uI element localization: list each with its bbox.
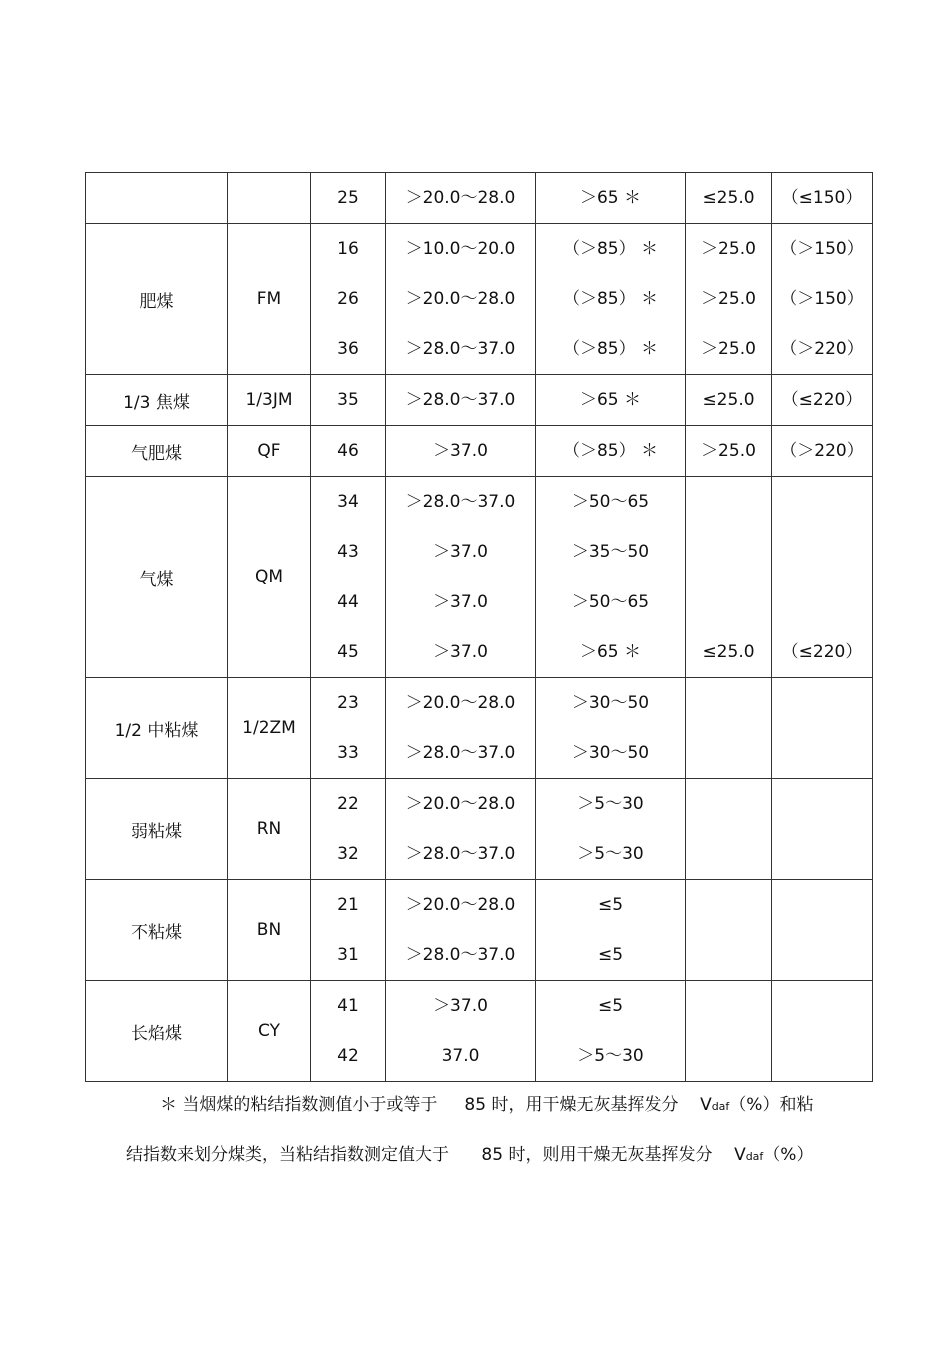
value-g: ＞30～50 [571, 693, 650, 713]
value-b: （＞150） [780, 239, 864, 259]
table-row [86, 173, 873, 224]
coal-number-cell [311, 779, 386, 880]
value-num: 16 [337, 239, 359, 259]
value-g: （＞85） ＊ [562, 289, 659, 309]
value-y [686, 477, 771, 527]
value-y [686, 930, 771, 980]
value-b [772, 930, 872, 980]
coal-number-cell [311, 224, 386, 375]
value-y: ＞25.0 [701, 239, 756, 259]
dilatation-cell [772, 678, 873, 779]
table-row [86, 678, 873, 779]
dilatation-cell [772, 426, 873, 477]
plastic-layer-cell [686, 224, 772, 375]
value-b: （≤220） [781, 642, 863, 662]
table-row [86, 375, 873, 426]
caking-index-cell [536, 880, 686, 981]
value-y: ≤25.0 [702, 390, 755, 410]
dilatation-cell [772, 224, 873, 375]
coal-name-cell [86, 678, 228, 779]
volatile-matter-cell [386, 224, 536, 375]
dilatation-cell [772, 173, 873, 224]
plastic-layer-cell [686, 375, 772, 426]
value-g: （＞85） ＊ [562, 239, 659, 259]
value-vdaf: ＞20.0～28.0 [405, 289, 516, 309]
dilatation-cell [772, 779, 873, 880]
caking-index-cell [536, 477, 686, 678]
coal-code: QF [257, 441, 281, 461]
coal-code: FM [256, 289, 282, 309]
value-num: 41 [337, 996, 359, 1016]
coal-name-cell [86, 477, 228, 678]
coal-code: CY [258, 1021, 280, 1041]
value-y [686, 728, 771, 778]
caking-index-cell [536, 224, 686, 375]
value-num: 35 [337, 390, 359, 410]
value-vdaf: ＞28.0～37.0 [405, 844, 516, 864]
value-y [686, 981, 771, 1031]
plastic-layer-cell [686, 477, 772, 678]
value-b [772, 981, 872, 1031]
value-vdaf: ＞37.0 [433, 642, 488, 662]
caking-index-cell [536, 375, 686, 426]
dilatation-cell [772, 981, 873, 1082]
coal-code-cell [228, 477, 311, 678]
coal-classification-table [85, 172, 873, 1082]
coal-code-cell [228, 678, 311, 779]
value-g: ≤5 [597, 895, 624, 915]
coal-code-cell [228, 880, 311, 981]
value-b [772, 829, 872, 879]
value-num: 25 [337, 188, 359, 208]
value-num: 43 [337, 542, 359, 562]
value-y [686, 779, 771, 829]
coal-name: 弱粘煤 [131, 821, 182, 842]
coal-code: 1/2ZM [242, 718, 296, 738]
coal-name: 1/3 焦煤 [123, 392, 190, 413]
volatile-matter-cell [386, 678, 536, 779]
coal-code-cell [228, 779, 311, 880]
coal-number-cell [311, 173, 386, 224]
volatile-matter-cell [386, 880, 536, 981]
value-vdaf: ＞37.0 [433, 996, 488, 1016]
plastic-layer-cell [686, 678, 772, 779]
value-num: 45 [337, 642, 359, 662]
plastic-layer-cell [686, 173, 772, 224]
coal-name-cell [86, 375, 228, 426]
value-vdaf: ＞20.0～28.0 [405, 895, 516, 915]
dilatation-cell [772, 375, 873, 426]
coal-code-cell [228, 426, 311, 477]
coal-number-cell [311, 880, 386, 981]
coal-number-cell [311, 678, 386, 779]
coal-name: 气煤 [139, 569, 174, 590]
value-num: 42 [337, 1046, 359, 1066]
value-b [772, 477, 872, 527]
value-b: （≤150） [781, 188, 863, 208]
coal-number-cell [311, 477, 386, 678]
value-b [772, 527, 872, 577]
value-vdaf: ＞28.0～37.0 [405, 743, 516, 763]
value-num: 21 [337, 895, 359, 915]
plastic-layer-cell [686, 981, 772, 1082]
volatile-matter-cell [386, 981, 536, 1082]
value-g: （＞85） ＊ [562, 441, 659, 461]
value-y [686, 829, 771, 879]
caking-index-cell [536, 678, 686, 779]
caking-index-cell [536, 779, 686, 880]
value-vdaf: ＞20.0～28.0 [405, 188, 516, 208]
value-vdaf: ＞37.0 [433, 441, 488, 461]
value-vdaf: ＞28.0～37.0 [405, 492, 516, 512]
value-g: ＞35～50 [571, 542, 650, 562]
coal-number-cell [311, 426, 386, 477]
table-row [86, 880, 873, 981]
value-b: （＞220） [780, 339, 864, 359]
plastic-layer-cell [686, 426, 772, 477]
volatile-matter-cell [386, 375, 536, 426]
value-vdaf: 37.0 [441, 1046, 480, 1066]
value-y [686, 678, 771, 728]
plastic-layer-cell [686, 880, 772, 981]
value-y: ≤25.0 [702, 642, 755, 662]
value-vdaf: ＞20.0～28.0 [405, 794, 516, 814]
value-y: ≤25.0 [702, 188, 755, 208]
value-g: ＞5～30 [577, 1046, 644, 1066]
value-b [772, 577, 872, 627]
value-num: 32 [337, 844, 359, 864]
value-num: 33 [337, 743, 359, 763]
value-vdaf: ＞20.0～28.0 [405, 693, 516, 713]
value-g: ＞30～50 [571, 743, 650, 763]
coal-name: 肥煤 [139, 291, 174, 312]
coal-name-cell [86, 981, 228, 1082]
value-g: ＞65 ＊ [579, 642, 642, 662]
value-num: 44 [337, 592, 359, 612]
value-y [686, 880, 771, 930]
value-y [686, 1031, 771, 1081]
value-num: 31 [337, 945, 359, 965]
coal-number-cell [311, 375, 386, 426]
value-b: （≤220） [781, 390, 863, 410]
value-g: ≤5 [597, 996, 624, 1016]
value-num: 34 [337, 492, 359, 512]
value-g: ＞65 ＊ [579, 188, 642, 208]
value-b [772, 728, 872, 778]
value-b [772, 1031, 872, 1081]
coal-name-cell [86, 779, 228, 880]
value-b [772, 880, 872, 930]
value-b [772, 779, 872, 829]
table-row [86, 981, 873, 1082]
coal-name: 1/2 中粘煤 [114, 720, 199, 741]
value-num: 22 [337, 794, 359, 814]
coal-code-cell [228, 173, 311, 224]
value-vdaf: ＞28.0～37.0 [405, 339, 516, 359]
value-vdaf: ＞28.0～37.0 [405, 390, 516, 410]
value-y: ＞25.0 [701, 289, 756, 309]
table-row [86, 779, 873, 880]
value-g: ＞65 ＊ [579, 390, 642, 410]
coal-code: 1/3JM [245, 390, 293, 410]
value-g: ＞50～65 [571, 492, 650, 512]
value-g: ≤5 [597, 945, 624, 965]
volatile-matter-cell [386, 173, 536, 224]
volatile-matter-cell [386, 477, 536, 678]
table-row [86, 477, 873, 678]
value-num: 26 [337, 289, 359, 309]
coal-name: 不粘煤 [131, 922, 182, 943]
dilatation-cell [772, 477, 873, 678]
value-y [686, 527, 771, 577]
value-g: （＞85） ＊ [562, 339, 659, 359]
coal-name-cell [86, 426, 228, 477]
value-b: （＞220） [780, 441, 864, 461]
footnote-line-2: 结指数来划分煤类，当粘结指数测定值大于 85 时，则用干燥无灰基挥发分 Vdaf（%） [126, 1145, 814, 1165]
plastic-layer-cell [686, 779, 772, 880]
value-g: ＞50～65 [571, 592, 650, 612]
footnote-line-1: ＊ 当烟煤的粘结指数测值小于或等于 85 时，用干燥无灰基挥发分 Vdaf（%）和粘 [160, 1095, 814, 1115]
caking-index-cell [536, 173, 686, 224]
value-y: ＞25.0 [701, 339, 756, 359]
coal-number-cell [311, 981, 386, 1082]
value-vdaf: ＞10.0～20.0 [405, 239, 516, 259]
coal-code: QM [254, 567, 284, 587]
value-y: ＞25.0 [701, 441, 756, 461]
coal-name-cell [86, 224, 228, 375]
value-b [772, 678, 872, 728]
caking-index-cell [536, 426, 686, 477]
table-row [86, 426, 873, 477]
dilatation-cell [772, 880, 873, 981]
value-vdaf: ＞37.0 [433, 542, 488, 562]
caking-index-cell [536, 981, 686, 1082]
coal-name-cell [86, 880, 228, 981]
value-vdaf: ＞28.0～37.0 [405, 945, 516, 965]
coal-code: BN [256, 920, 282, 940]
value-num: 23 [337, 693, 359, 713]
coal-code-cell [228, 375, 311, 426]
value-num: 46 [337, 441, 359, 461]
coal-name: 长焰煤 [131, 1023, 182, 1044]
table-row [86, 224, 873, 375]
value-g: ＞5～30 [577, 844, 644, 864]
value-b: （＞150） [780, 289, 864, 309]
coal-code-cell [228, 224, 311, 375]
volatile-matter-cell [386, 426, 536, 477]
value-num: 36 [337, 339, 359, 359]
value-g: ＞5～30 [577, 794, 644, 814]
coal-name-cell [86, 173, 228, 224]
volatile-matter-cell [386, 779, 536, 880]
value-vdaf: ＞37.0 [433, 592, 488, 612]
coal-code-cell [228, 981, 311, 1082]
coal-name: 气肥煤 [131, 443, 182, 464]
value-y [686, 577, 771, 627]
coal-code: RN [256, 819, 282, 839]
